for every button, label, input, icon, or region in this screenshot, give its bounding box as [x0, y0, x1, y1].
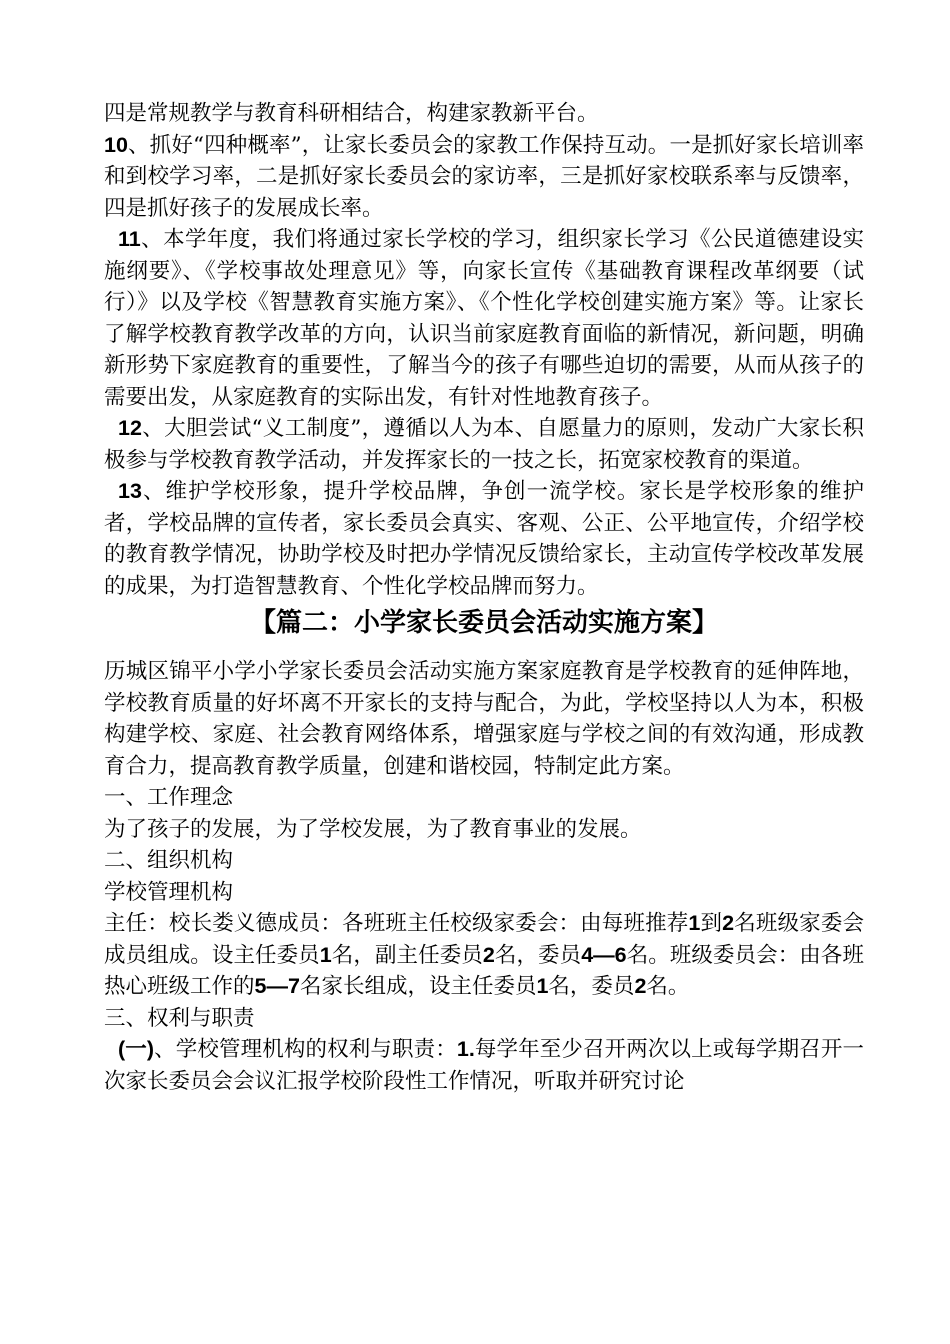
- paragraph-item-12: [104, 413, 864, 476]
- paragraph-item-10: [104, 130, 864, 225]
- work-philosophy-text: 为了孩子的发展，为了学校发展，为了教育事业的发展。: [104, 816, 642, 842]
- paragraph-text: 、本学年度，我们将通过家长学校的学习，组织家长学习《公民道德建设实施纲要》、《学校事故处理意见》等，向家长宣传《基础教育课程改革纲要（试行）》以及学校《智慧教育实施方案》、《个性化学校创建实施方案》等。让家长了解学校教育教学改革的方向，认识当前家庭教育面临的新情况，新问题，明确新形势下家庭教育的重要性，了解当今的孩子有哪些迫切的需要，从而从孩子的需要出发，从家庭教育的实际出发，有针对性地教育孩子。: [104, 227, 864, 410]
- paragraph-1: [104, 98, 864, 130]
- text-segment: 名。: [646, 974, 690, 999]
- item-number: 13: [118, 479, 142, 503]
- text-segment: 名，副主任委员: [331, 942, 483, 968]
- text-segment: 主任：校长娄义德成员：各班班主任校级家委会：由每班推荐: [104, 911, 689, 936]
- organization-members-paragraph: [104, 908, 864, 1003]
- number: 2: [722, 911, 735, 935]
- rights-duties-paragraph: [104, 1034, 864, 1097]
- text-segment: 名，委员: [494, 942, 582, 968]
- number: 4—6: [581, 942, 627, 967]
- paragraph-text: 、维护学校形象，提升学校品牌，争创一流学校。家长是学校形象的维护者，学校品牌的宣传者，家长委员会真实、客观、公正、公平地宣传，介绍学校的教育教学情况，协助学校及时把办学情况反馈给家长，主动宣传学校改革发展的成果，为打造智慧教育、个性化学校品牌而努力。: [104, 479, 864, 599]
- subheading-work-philosophy: 一、工作理念: [104, 785, 234, 810]
- section2-intro: 历城区锦平小学小学家长委员会活动实施方案家庭教育是学校教育的延伸阵地，学校教育质量的好坏离不开家长的支持与配合，为此，学校坚持以人为本，积极构建学校、家庭、社会教育网络体系，增强家庭与学校之间的有效沟通，形成教育合力，提高教育教学质量，创建和谐校园，特制定此方案。: [104, 659, 864, 779]
- number: 2: [482, 942, 495, 967]
- paragraph-text: 、抓好“四种概率”，让家长委员会的家教工作保持互动。一是抓好家长培训率和到校学习率，二是抓好家长委员会的家访率，三是抓好家校联系率与反馈率，四是抓好孩子的发展成长率。: [104, 132, 864, 221]
- subheading-rights-duties: 三、权利与职责: [104, 1005, 255, 1031]
- item-number: 12: [118, 416, 142, 440]
- section-heading: 【篇二：小学家长委员会活动实施方案】: [249, 608, 718, 638]
- number: 1: [536, 974, 549, 998]
- text-segment: 名，委员: [548, 974, 635, 999]
- number: 1: [688, 911, 701, 935]
- paragraph-text: 四是常规教学与教育科研相结合，构建家教新平台。: [104, 101, 599, 126]
- item-number: 10: [104, 132, 128, 157]
- text-segment: 名。班级委员会：由各班热心班级工作的: [104, 942, 864, 999]
- document-page: [104, 98, 864, 1097]
- item-number: (一): [118, 1037, 155, 1061]
- paragraph-text: 、大胆尝试“义工制度”，遵循以人为本、自愿量力的原则，发动广大家长积极参与学校教育教学活动，并发挥家长的一技之长，拓宽家校教育的渠道。: [104, 416, 864, 473]
- text-segment: 每学年至少召开两次以上或每学期召开一次家长委员会会议汇报学校阶段性工作情况，听取并研究讨论: [104, 1037, 864, 1094]
- text-segment: 名班级家委会成员组成。设主任委员: [104, 911, 864, 968]
- text-segment: 、学校管理机构的权利与职责：: [154, 1037, 457, 1062]
- number: 1: [319, 942, 332, 967]
- text-segment: 到: [700, 911, 723, 936]
- text-segment: 名家长组成，设主任委员: [299, 974, 537, 999]
- item-number: 1.: [456, 1037, 475, 1061]
- item-number: 11: [118, 227, 141, 251]
- subheading-organization: 二、组织机构: [104, 848, 234, 873]
- paragraph-item-11: [104, 224, 864, 413]
- number: 5—7: [254, 974, 300, 998]
- paragraph-item-13: [104, 476, 864, 602]
- school-management-label: 学校管理机构: [104, 879, 234, 905]
- number: 2: [634, 974, 647, 998]
